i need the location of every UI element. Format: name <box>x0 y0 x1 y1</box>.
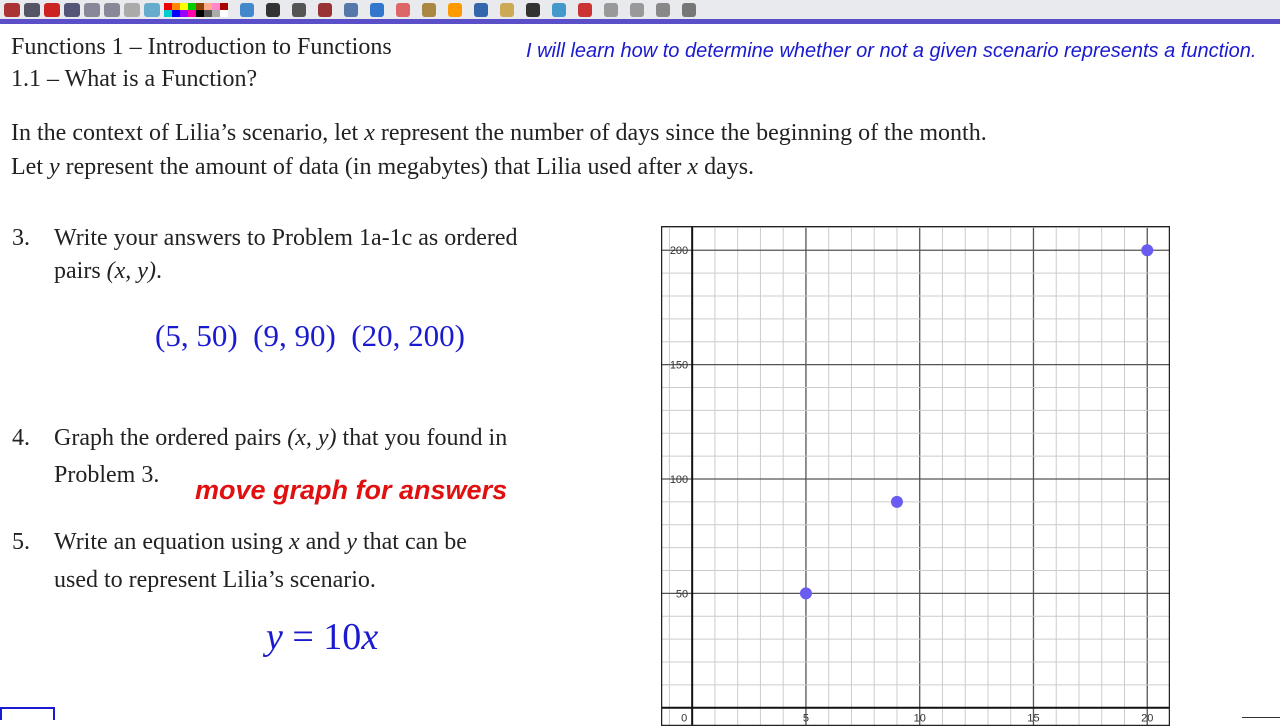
move-graph-note: move graph for answers <box>195 475 508 505</box>
problem-5-text <box>54 529 467 556</box>
var: y <box>266 616 283 658</box>
var: y <box>346 529 357 555</box>
text: that you found in <box>342 425 508 451</box>
toolbar-tool-icon[interactable] <box>24 3 40 17</box>
problem-5-text-2: used to represent Lilia’s scenario. <box>54 567 376 593</box>
toolbar-tool-icon[interactable] <box>526 3 540 17</box>
text: and <box>305 529 341 555</box>
color-palette[interactable] <box>164 3 228 17</box>
x-tick-label: 20 <box>1141 712 1154 725</box>
color-swatch[interactable] <box>172 3 180 10</box>
x-tick-label: 0 <box>681 712 688 725</box>
color-swatch[interactable] <box>220 10 228 17</box>
color-swatch[interactable] <box>212 3 220 10</box>
color-swatch[interactable] <box>196 3 204 10</box>
toolbar-tool-icon[interactable] <box>104 3 120 17</box>
toolbar-tool-icon[interactable] <box>44 3 60 17</box>
text: = 10 <box>282 616 362 658</box>
toolbar-tool-icon[interactable] <box>84 3 100 17</box>
y-tick-label: 50 <box>675 588 689 601</box>
toolbar-tool-icon[interactable] <box>552 3 566 17</box>
toolbar-tool-icon[interactable] <box>578 3 592 17</box>
x-tick-label: 10 <box>913 712 926 725</box>
toolbar-tool-icon[interactable] <box>630 3 644 17</box>
toolbar-tool-icon[interactable] <box>396 3 410 17</box>
toolbar-tool-icon[interactable] <box>266 3 280 17</box>
toolbar-divider <box>0 19 1280 24</box>
var: x <box>687 154 699 180</box>
var: x <box>364 120 375 146</box>
problem-3-number: 3. <box>12 225 30 251</box>
y-tick-label: 200 <box>669 245 689 258</box>
page-title: Functions 1 – Introduction to Functions <box>11 34 392 60</box>
toolbar-tool-icon[interactable] <box>656 3 670 17</box>
toolbar-tool-icon[interactable] <box>604 3 618 17</box>
problem-4-text-2: Problem 3. <box>54 462 160 488</box>
var: y <box>48 154 60 180</box>
text: pairs <box>54 258 101 284</box>
color-swatch[interactable] <box>164 3 172 10</box>
toolbar-tool-icon[interactable] <box>292 3 306 17</box>
y-tick-label: 150 <box>669 359 689 372</box>
text: represent the number of days since the beginning of the month. <box>380 120 987 146</box>
text: days. <box>704 154 755 180</box>
color-swatch[interactable] <box>196 10 204 17</box>
x-tick-label: 15 <box>1027 712 1040 725</box>
text: Graph the ordered pairs <box>54 425 282 451</box>
learning-goal: I will learn how to determine whether or not a given scenario represents a function. <box>526 40 1257 62</box>
color-swatch[interactable] <box>180 3 188 10</box>
text: represent the amount of data (in megabytes) that Lilia used after <box>65 154 682 180</box>
text: Let <box>11 154 43 180</box>
color-swatch[interactable] <box>204 10 212 17</box>
var: x <box>288 529 300 555</box>
toolbar-tool-icon[interactable] <box>318 3 332 17</box>
data-point <box>1141 244 1153 256</box>
problem-5-number: 5. <box>12 529 30 555</box>
ordered-pairs-answer: (5, 50) (9, 90) (20, 200) <box>155 318 465 353</box>
page-subtitle: 1.1 – What is a Function? <box>11 66 258 92</box>
toolbar-tool-icon[interactable] <box>448 3 462 17</box>
data-point <box>891 496 903 508</box>
problem-4-text <box>54 425 507 452</box>
problem-3-text: Write your answers to Problem 1a-1c as ordered <box>54 225 518 251</box>
color-swatch[interactable] <box>220 3 228 10</box>
toolbar-tool-icon[interactable] <box>500 3 514 17</box>
color-swatch[interactable] <box>180 10 188 17</box>
pair: (x, y) <box>287 425 337 451</box>
text: . <box>155 258 162 284</box>
toolbar-tool-icon[interactable] <box>474 3 488 17</box>
equation-answer <box>266 615 378 659</box>
toolbar-tool-icon[interactable] <box>240 3 254 17</box>
smartboard-toolbar <box>0 0 1280 19</box>
context-line-1 <box>11 120 987 147</box>
coordinate-graph[interactable] <box>661 226 1170 726</box>
toolbar-tool-icon[interactable] <box>344 3 358 17</box>
x-tick-label: 5 <box>802 712 810 725</box>
pair: (x, y) <box>106 258 156 284</box>
text: In the context of Lilia’s scenario, let <box>11 120 359 146</box>
color-swatch[interactable] <box>204 3 212 10</box>
divider <box>1242 717 1280 718</box>
text: Write an equation using <box>54 529 283 555</box>
color-swatch[interactable] <box>188 3 196 10</box>
page-tab[interactable] <box>0 707 55 720</box>
text: that can be <box>362 529 467 555</box>
y-tick-label: 100 <box>669 473 689 486</box>
color-swatch[interactable] <box>212 10 220 17</box>
toolbar-tool-icon[interactable] <box>124 3 140 17</box>
toolbar-tool-icon[interactable] <box>4 3 20 17</box>
problem-3-text-2 <box>54 258 162 285</box>
toolbar-tool-icon[interactable] <box>370 3 384 17</box>
color-swatch[interactable] <box>164 10 172 17</box>
color-swatch[interactable] <box>188 10 196 17</box>
toolbar-tool-icon[interactable] <box>422 3 436 17</box>
var: x <box>361 616 379 658</box>
context-line-2 <box>11 154 754 181</box>
toolbar-tool-icon[interactable] <box>682 3 696 17</box>
toolbar-tool-icon[interactable] <box>64 3 80 17</box>
toolbar-tool-icon[interactable] <box>144 3 160 17</box>
color-swatch[interactable] <box>172 10 180 17</box>
problem-4-number: 4. <box>12 425 30 451</box>
data-point <box>800 587 812 599</box>
